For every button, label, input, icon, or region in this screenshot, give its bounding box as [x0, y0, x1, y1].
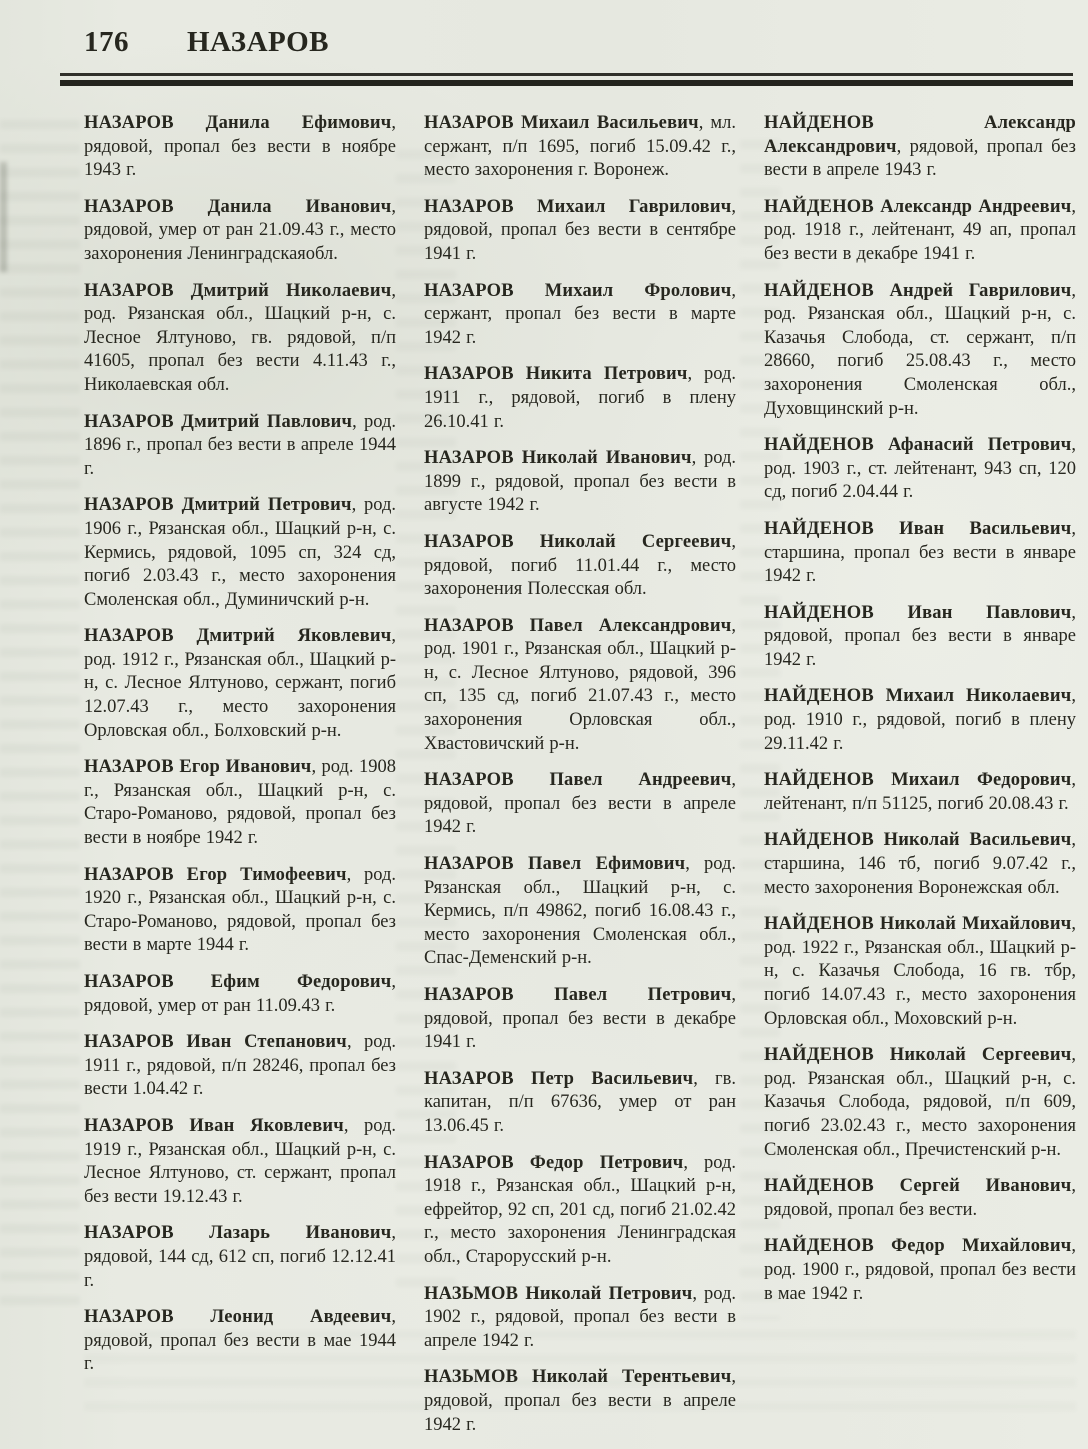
- entry-name: НАЙДЕНОВ Иван Павлович: [764, 602, 1072, 623]
- entry-name: НАЗЬМОВ Николай Петрович: [424, 1283, 693, 1304]
- memorial-entry: [84, 1115, 396, 1209]
- entry-name: НАЙДЕНОВ Николай Сергеевич: [764, 1045, 1072, 1066]
- page-number: 176: [84, 26, 129, 58]
- entry-details: , лейтенант, п/п 51125, погиб 20.08.43 г.: [764, 770, 1076, 814]
- entry-name: НАЗАРОВ Дмитрий Николаевич: [84, 280, 392, 301]
- memorial-entry: [424, 984, 736, 1055]
- entry-details: , род. 1912 г., Рязанская обл., Шацкий р-н, с. Лесное Ялтуново, сержант, погиб 12.07.43 г., место захоронения Орловская обл., Болховский р-н.: [84, 626, 396, 741]
- memorial-entry: [84, 196, 396, 267]
- entry-details: , род. 1918 г., лейтенант, 49 ап, пропал без вести в декабре 1941 г.: [764, 196, 1076, 264]
- entry-name: НАЗАРОВ Павел Ефимович: [424, 854, 686, 875]
- entry-details: , род. 1902 г., рядовой, пропал без вести в апреле 1942 г.: [424, 1283, 736, 1351]
- entry-name: НАЗАРОВ Дмитрий Павлович: [84, 411, 353, 432]
- entry-details: , рядовой, пропал без вести в апреле 1942 г.: [424, 770, 736, 838]
- entry-details: , рядовой, пропал без вести в декабре 1941 г.: [424, 985, 736, 1053]
- memorial-entry: [764, 280, 1076, 422]
- memorial-entry: [424, 447, 736, 518]
- entry-details: , старшина, 146 тб, погиб 9.07.42 г., место захоронения Воронежская обл.: [764, 830, 1076, 898]
- memorial-entry: [424, 615, 736, 757]
- memorial-entry: [84, 971, 396, 1018]
- memorial-entry: [84, 756, 396, 850]
- column-1: [84, 112, 396, 1449]
- memorial-entry: [764, 769, 1076, 816]
- entry-details: , рядовой, 144 сд, 612 сп, погиб 12.12.41 г.: [84, 1223, 396, 1291]
- entry-name: НАЙДЕНОВ Иван Васильевич: [764, 518, 1072, 539]
- memorial-entry: [424, 1068, 736, 1139]
- memorial-entry: [764, 913, 1076, 1031]
- entry-name: НАЗАРОВ Михаил Васильевич: [424, 113, 699, 133]
- entry-details: , род. 1911 г., рядовой, п/п 28246, пропал без вести 1.04.42 г.: [84, 1032, 396, 1100]
- entry-details: , род. Рязанская обл., Шацкий р-н, с. Лесное Ялтуново, гв. рядовой, п/п 41605, пропал без вести 4.11.43 г., Николаевская обл.: [84, 280, 396, 395]
- entry-details: , сержант, пропал без вести в марте 1942 г.: [424, 280, 736, 348]
- entry-name: НАЙДЕНОВ Федор Михайлович: [764, 1236, 1072, 1257]
- memorial-entry: [84, 1306, 396, 1377]
- entry-details: , рядовой, пропал без вести в апреле 1942 г.: [424, 1367, 736, 1435]
- entry-name: НАЗАРОВ Данила Ефимович: [84, 113, 392, 133]
- memorial-entry: [84, 112, 396, 183]
- entry-name: НАЙДЕНОВ Александр Александрович: [764, 113, 1076, 157]
- entry-name: НАЙДЕНОВ Сергей Иванович: [764, 1176, 1072, 1197]
- memorial-entry: [424, 1366, 736, 1437]
- entry-details: , рядовой, пропал без вести в апреле 1943 г.: [764, 136, 1076, 181]
- memorial-entry: [424, 1283, 736, 1354]
- memorial-entry: [764, 1235, 1076, 1306]
- memorial-entry: [84, 625, 396, 743]
- entry-details: , старшина, пропал без вести в январе 1942 г.: [764, 518, 1076, 587]
- entry-details: , род. 1920 г., Рязанская обл., Шацкий р-н, с. Старо-Романово, рядовой, пропал без вести в марте 1944 г.: [84, 864, 396, 956]
- header-rule-thick-line: [60, 80, 1073, 86]
- memorial-entry: [424, 280, 736, 351]
- memorial-entry: [764, 1175, 1076, 1222]
- entry-name: НАЗАРОВ Ефим Федорович: [84, 972, 392, 992]
- memorial-entry: [84, 494, 396, 612]
- entry-name: НАЗАРОВ Дмитрий Яковлевич: [84, 626, 392, 647]
- entry-name: НАЙДЕНОВ Афанасий Петрович: [764, 435, 1072, 456]
- entry-name: НАЗАРОВ Николай Иванович: [424, 448, 692, 469]
- entry-name: НАЙДЕНОВ Михаил Федорович: [764, 770, 1072, 791]
- entry-name: НАЗЬМОВ Николай Терентьевич: [424, 1367, 732, 1388]
- page-header-surname: НАЗАРОВ: [187, 26, 329, 58]
- entry-details: , мл. сержант, п/п 1695, погиб 15.09.42 г., место захоронения г. Воронеж.: [424, 113, 736, 181]
- memorial-entry: [424, 1152, 736, 1270]
- entry-name: НАЗАРОВ Дмитрий Петрович: [84, 495, 352, 516]
- memorial-entry: [84, 1031, 396, 1102]
- memorial-entry: [424, 196, 736, 267]
- entry-name: НАЗАРОВ Лазарь Иванович: [84, 1223, 392, 1244]
- entry-details: , род. 1911 г., рядовой, погиб в плену 26.10.41 г.: [424, 364, 736, 432]
- entry-details: , рядовой, умер от ран 11.09.43 г.: [84, 972, 396, 1016]
- entry-name: НАЗАРОВ Федор Петрович: [424, 1152, 684, 1173]
- entry-details: , род. 1906 г., Рязанская обл., Шацкий р-н, с. Кермись, рядовой, 1095 сп, 324 сд, погиб 2.03.43 г., место захоронения Смоленская обл., Думиничский р-н.: [84, 495, 396, 610]
- entry-details: , рядовой, погиб 11.01.44 г., место захоронения Полесская обл.: [424, 531, 736, 600]
- entry-name: НАЗАРОВ Петр Васильевич: [424, 1068, 694, 1089]
- entry-name: НАЗАРОВ Никита Петрович: [424, 364, 688, 385]
- entry-name: НАЗАРОВ Павел Андреевич: [424, 770, 732, 791]
- entry-name: НАЗАРОВ Павел Александрович: [424, 615, 732, 636]
- entry-details: , рядовой, пропал без вести в ноябре 1943 г.: [84, 113, 396, 181]
- entry-details: , рядовой, пропал без вести в январе 1942 г.: [764, 602, 1076, 670]
- columns-container: [84, 112, 1076, 1449]
- entry-name: НАЗАРОВ Иван Яковлевич: [84, 1115, 344, 1136]
- memorial-entry: [764, 602, 1076, 673]
- memorial-entry: [424, 853, 736, 971]
- memorial-entry: [84, 864, 396, 958]
- column-3: [764, 112, 1076, 1449]
- entry-name: НАЗАРОВ Данила Иванович: [84, 196, 392, 217]
- entry-details: , рядовой, пропал без вести в сентябре 1941 г.: [424, 196, 736, 264]
- entry-name: НАЙДЕНОВ Андрей Гаврилович: [764, 280, 1072, 301]
- entry-details: , род. Рязанская обл., Шацкий р-н, с. Казачья Слобода, ст. сержант, п/п 28660, погиб 25.08.43 г., место захоронения Смоленская обл., Духовщинский р-н.: [764, 280, 1076, 419]
- memorial-entry: [764, 829, 1076, 900]
- entry-details: , род. 1910 г., рядовой, погиб в плену 29.11.42 г.: [764, 686, 1076, 754]
- memorial-entry: [424, 363, 736, 434]
- entry-details: , рядовой, пропал без вести.: [764, 1176, 1076, 1220]
- entry-name: НАЗАРОВ Михаил Фролович: [424, 280, 732, 301]
- entry-name: НАЗАРОВ Михаил Гаврилович: [424, 196, 732, 217]
- entry-name: НАЗАРОВ Егор Иванович: [84, 757, 312, 778]
- entry-details: , род. 1899 г., рядовой, пропал без вести в августе 1942 г.: [424, 448, 736, 516]
- scan-edge-smudge: [0, 162, 7, 272]
- memorial-entry: [424, 531, 736, 602]
- entry-name: НАЗАРОВ Иван Степанович: [84, 1032, 347, 1053]
- entry-details: , рядовой, пропал без вести в мае 1944 г.: [84, 1307, 396, 1375]
- memorial-entry: [764, 434, 1076, 505]
- memorial-entry: [764, 1044, 1076, 1162]
- page-header: [84, 26, 329, 59]
- entry-details: , род. Рязанская обл., Шацкий р-н, с. Кермись, п/п 49862, погиб 16.08.43 г., место захоронения Смоленская обл., Спас-Деменский р-н.: [424, 854, 736, 969]
- entry-name: НАЗАРОВ Николай Сергеевич: [424, 531, 732, 552]
- memorial-entry: [764, 685, 1076, 756]
- bleed-through-artifact: [0, 120, 80, 1320]
- entry-details: , род. 1903 г., ст. лейтенант, 943 сп, 120 сд, погиб 2.04.44 г.: [764, 435, 1076, 503]
- memorial-entry: [764, 112, 1076, 183]
- memorial-entry: [764, 518, 1076, 589]
- entry-details: , род. 1900 г., рядовой, пропал без вести в мае 1942 г.: [764, 1236, 1076, 1304]
- memorial-entry: [424, 769, 736, 840]
- entry-details: , рядовой, умер от ран 21.09.43 г., место захоронения Ленинградскаяобл.: [84, 196, 396, 264]
- memorial-entry: [84, 1222, 396, 1293]
- entry-name: НАЗАРОВ Леонид Авдеевич: [84, 1307, 392, 1328]
- header-rule: [60, 73, 1073, 86]
- entry-details: , род. 1918 г., Рязанская обл., Шацкий р-н, ефрейтор, 92 сп, 201 сд, погиб 21.02.42 г., место захоронения Ленинградская обл., Старорусский р-н.: [424, 1152, 736, 1267]
- entry-details: , род. 1908 г., Рязанская обл., Шацкий р-н, с. Старо-Романово, рядовой, пропал без вести в ноябре 1942 г.: [84, 757, 396, 849]
- entry-details: , род. 1919 г., Рязанская обл., Шацкий р-н, с. Лесное Ялтуново, ст. сержант, пропал без вести 19.12.43 г.: [84, 1115, 396, 1207]
- entry-details: , род. 1922 г., Рязанская обл., Шацкий р-н, с. Казачья Слобода, 16 гв. тбр, погиб 14.07.43 г., место захоронения Орловская обл., Моховский р-н.: [764, 914, 1076, 1029]
- entry-name: НАЙДЕНОВ Михаил Николаевич: [764, 686, 1072, 707]
- entry-name: НАЗАРОВ Егор Тимофеевич: [84, 864, 347, 885]
- entry-name: НАЙДЕНОВ Николай Васильевич: [764, 830, 1072, 851]
- column-2: [424, 112, 736, 1449]
- memorial-entry: [84, 411, 396, 482]
- entry-name: НАЙДЕНОВ Александр Андреевич: [764, 196, 1072, 217]
- entry-details: , гв. капитан, п/п 67636, умер от ран 13.06.45 г.: [424, 1068, 736, 1136]
- entry-details: , род. 1896 г., пропал без вести в апреле 1944 г.: [84, 411, 396, 479]
- entry-details: , род. Рязанская обл., Шацкий р-н, с. Казачья Слобода, рядовой, п/п 609, погиб 23.02.43 г., место захоронения Смоленская обл., Пречистенский р-н.: [764, 1045, 1076, 1160]
- entry-details: , род. 1901 г., Рязанская обл., Шацкий р-н, с. Лесное Ялтуново, рядовой, 396 сп, 135 сд, погиб 21.07.43 г., место захоронения Орловская обл., Хвастовичский р-н.: [424, 615, 736, 754]
- memorial-entry: [84, 280, 396, 398]
- memorial-entry: [424, 112, 736, 183]
- memorial-entry: [764, 196, 1076, 267]
- entry-name: НАЗАРОВ Павел Петрович: [424, 985, 732, 1005]
- entry-name: НАЙДЕНОВ Николай Михайлович: [764, 914, 1072, 935]
